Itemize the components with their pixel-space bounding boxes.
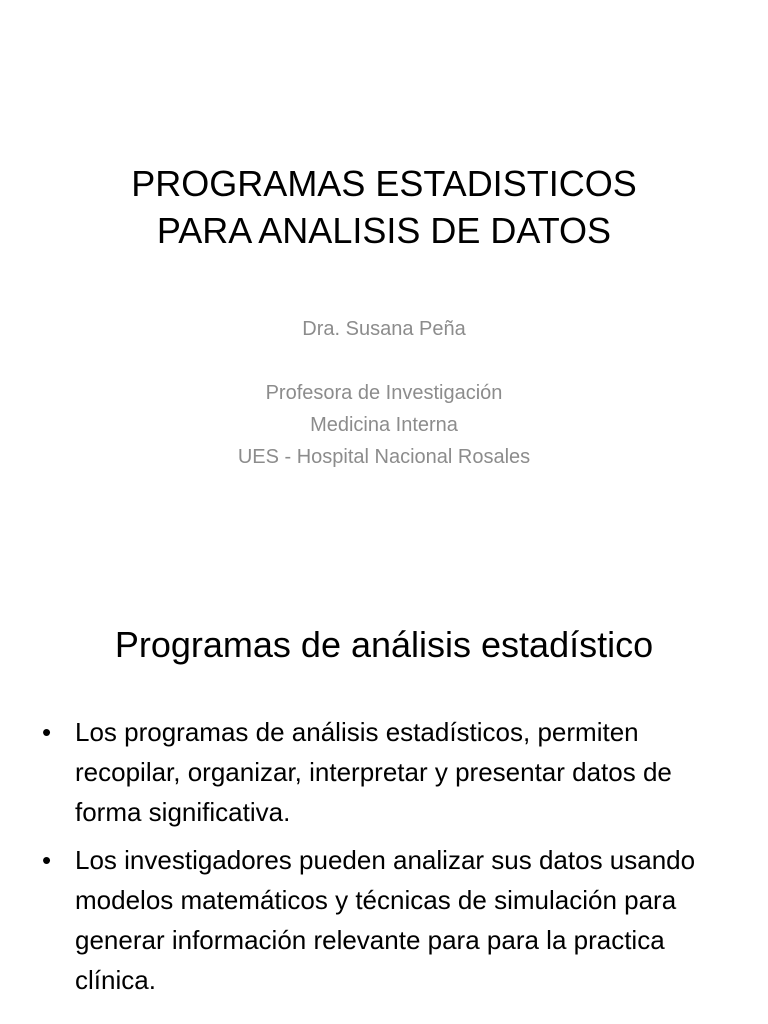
slide-subtitle: [0, 313, 768, 473]
slide-title-line-2: PARA ANALISIS DE DATOS: [156, 210, 612, 251]
content-slide: [0, 576, 768, 1024]
bullet-text: Los investigadores pueden analizar sus datos usando modelos matemáticos y técnicas de simulación para generar información relevante para para la practica clínica.: [75, 845, 696, 995]
subtitle-spacer: [0, 345, 768, 377]
slide-title-line-1: PROGRAMAS ESTADISTICOS: [131, 163, 637, 204]
bullet-marker: •: [42, 717, 52, 747]
bullet-item-2: [40, 840, 740, 1000]
bullet-list: [40, 712, 740, 1008]
bullet-marker: •: [42, 845, 52, 875]
author-name: Dra. Susana Peña: [302, 318, 466, 340]
bullet-item-1: [40, 712, 740, 832]
slide-title: [0, 160, 768, 254]
bullet-text: Los programas de análisis estadísticos, permiten recopilar, organizar, interpretar y presentar datos de forma significativa.: [75, 717, 672, 827]
author-department: Medicina Interna: [310, 414, 458, 436]
author-institution: UES - Hospital Nacional Rosales: [237, 446, 531, 468]
content-slide-title: Programas de análisis estadístico: [114, 624, 654, 665]
author-position: Profesora de Investigación: [265, 382, 503, 404]
